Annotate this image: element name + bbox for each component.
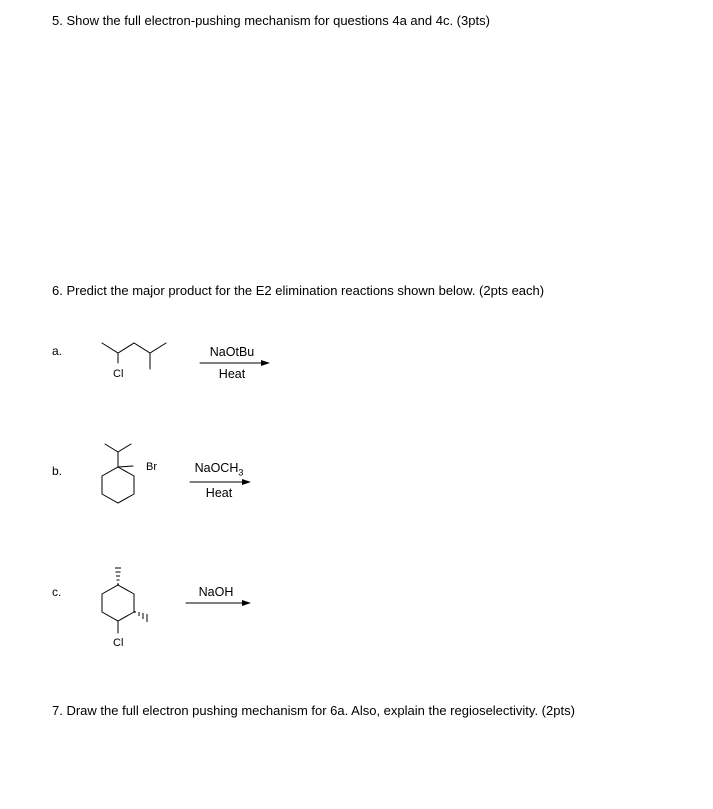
reaction-c-substrate xyxy=(102,585,134,633)
reaction-b-reagent: NaOCH$_3$ xyxy=(194,461,244,478)
reaction-b-condition: Heat xyxy=(205,486,233,500)
question-7: 7. Draw the full electron pushing mechanism for 6a. Also, explain the regioselectivity. (2pts) xyxy=(52,703,575,718)
reaction-c-label: c. xyxy=(52,585,62,599)
reaction-a-cl-label: Cl xyxy=(113,368,124,380)
reaction-b-label: b. xyxy=(52,464,63,478)
reaction-c-arrowhead xyxy=(242,600,251,606)
reaction-a-label: a. xyxy=(52,344,63,358)
reaction-a-condition: Heat xyxy=(218,367,246,381)
reaction-c-cl-label: Cl xyxy=(113,637,124,649)
reaction-c-reagent: NaOH xyxy=(198,585,234,599)
question-5: 5. Show the full electron-pushing mechanism for questions 4a and 4c. (3pts) xyxy=(52,13,490,28)
reaction-a-reagent: NaOtBu xyxy=(209,345,255,359)
reaction-b-br-label: Br xyxy=(146,461,157,473)
reaction-a-substrate xyxy=(102,343,166,369)
question-6: 6. Predict the major product for the E2 elimination reactions shown below. (2pts each) xyxy=(52,283,545,298)
reaction-b-arrowhead xyxy=(242,479,251,485)
reaction-a-arrowhead xyxy=(261,360,270,366)
reaction-b-substrate xyxy=(102,444,134,503)
